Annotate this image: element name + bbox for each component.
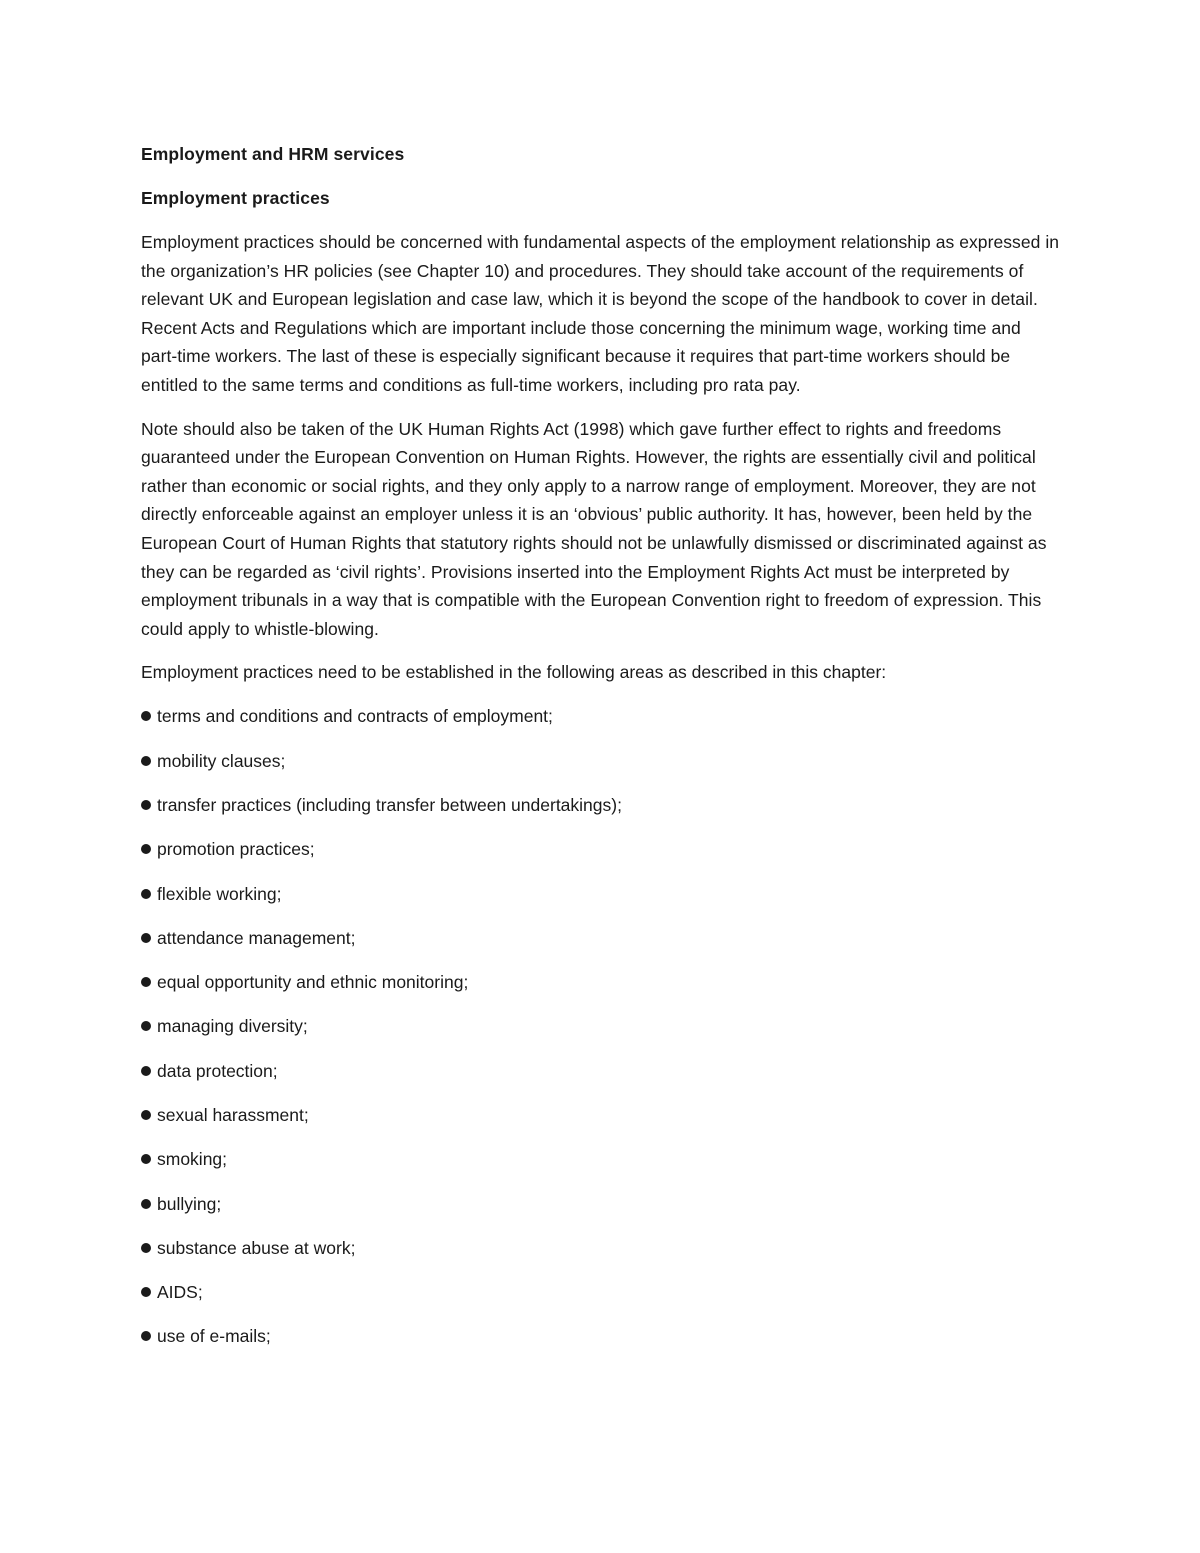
list-item: [141, 1057, 1061, 1085]
bullet-icon: [141, 1287, 151, 1297]
practice-areas-list: [141, 702, 1061, 1350]
bullet-icon: [141, 1110, 151, 1120]
list-item: [141, 835, 1061, 863]
list-item-text: AIDS;: [157, 1282, 203, 1303]
bullet-icon: [141, 889, 151, 899]
bullet-icon: [141, 844, 151, 854]
list-item: [141, 1101, 1061, 1129]
document-title: Employment and HRM services: [141, 144, 405, 164]
section-heading: Employment practices: [141, 188, 330, 208]
list-item-text: smoking;: [157, 1149, 228, 1170]
list-item: [141, 1234, 1061, 1262]
bullet-icon: [141, 1154, 151, 1164]
list-item-text: promotion practices;: [157, 839, 315, 860]
list-item: [141, 1278, 1061, 1306]
list-item-text: data protection;: [157, 1060, 278, 1081]
list-item: [141, 1145, 1061, 1173]
paragraph-employment-practices: Employment practices should be concerned with fundamental aspects of the employment relationship as expressed in the organization’s HR policies (see Chapter 10) and procedures. They should take account of the requirements of relevant UK and European legislation and case law, which it is beyond the scope of the handbook to cover in detail. Recent Acts and Regulations which are important include those concerning the minimum wage, working time and part-time workers. The last of these is especially significant because it requires that part-time workers should be entitled to the same terms and conditions as full-time workers, including pro rata pay.: [141, 232, 1060, 395]
bullet-icon: [141, 800, 151, 810]
list-item: [141, 1190, 1061, 1218]
bullet-icon: [141, 933, 151, 943]
list-item-text: sexual harassment;: [157, 1104, 309, 1125]
list-item-text: substance abuse at work;: [157, 1237, 356, 1258]
list-item: [141, 1322, 1061, 1350]
list-item: [141, 702, 1061, 730]
bullet-icon: [141, 977, 151, 987]
list-item: [141, 924, 1061, 952]
list-item: [141, 880, 1061, 908]
list-item-text: mobility clauses;: [157, 750, 286, 771]
list-item-text: equal opportunity and ethnic monitoring;: [157, 972, 469, 993]
list-item: [141, 747, 1061, 775]
list-item-text: managing diversity;: [157, 1016, 308, 1037]
bullet-icon: [141, 756, 151, 766]
bullet-icon: [141, 1243, 151, 1253]
list-item-text: terms and conditions and contracts of employment;: [157, 706, 553, 727]
bullet-icon: [141, 711, 151, 721]
bullet-icon: [141, 1021, 151, 1031]
paragraph-human-rights-act: Note should also be taken of the UK Human Rights Act (1998) which gave further effect to rights and freedoms guaranteed under the European Convention on Human Rights. However, the rights are essentially civil and political rather than economic or social rights, and they only apply to a narrow range of employment. Moreover, they are not directly enforceable against an employer unless it is an ‘obvious’ public authority. It has, however, been held by the European Court of Human Rights that statutory rights should not be unlawfully dismissed or discriminated against as they can be regarded as ‘civil rights’. Provisions inserted into the Employment Rights Act must be interpreted by employment tribunals in a way that is compatible with the European Convention right to freedom of expression. This could apply to whistle-blowing.: [141, 418, 1047, 639]
list-item-text: flexible working;: [157, 883, 282, 904]
list-item: [141, 1012, 1061, 1040]
bullet-icon: [141, 1066, 151, 1076]
list-item-text: bullying;: [157, 1193, 222, 1214]
list-item-text: transfer practices (including transfer between undertakings);: [157, 794, 622, 815]
list-intro: Employment practices need to be established in the following areas as described in this chapter:: [141, 662, 887, 683]
list-item: [141, 791, 1061, 819]
bullet-icon: [141, 1331, 151, 1341]
bullet-icon: [141, 1199, 151, 1209]
list-item-text: use of e-mails;: [157, 1326, 271, 1347]
document-page: [141, 140, 1061, 1367]
list-item-text: attendance management;: [157, 927, 356, 948]
list-item: [141, 968, 1061, 996]
